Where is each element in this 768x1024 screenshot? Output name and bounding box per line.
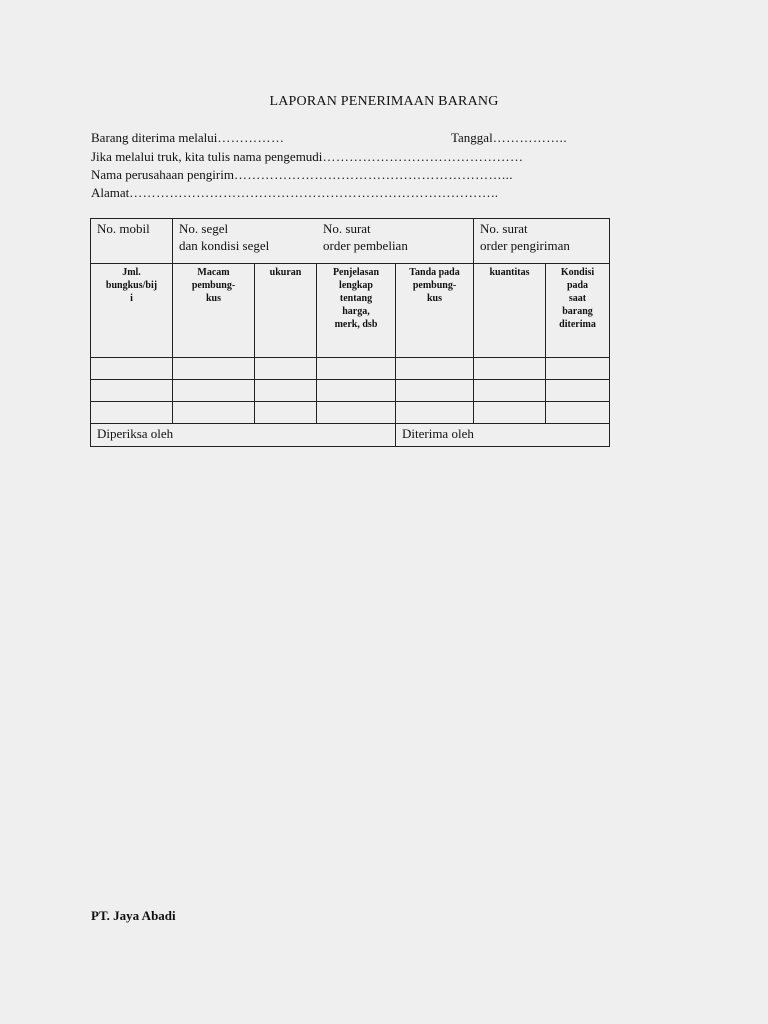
- date-label: Tanggal: [451, 130, 493, 145]
- address-line: [91, 185, 498, 201]
- header-macam-line-2: pembung-: [191, 280, 236, 291]
- header-kuantitas: kuantitas: [489, 267, 530, 278]
- top-row-divider-2: [473, 218, 474, 264]
- table-border-bottom: [90, 446, 610, 447]
- received-via-label: Barang diterima melalui: [91, 130, 218, 145]
- header-penjelasan: [317, 266, 395, 331]
- order-pembelian-cell: [323, 220, 408, 254]
- driver-label: Jika melalui truk, kita tulis nama pengemudi: [91, 149, 323, 164]
- table-divider-row1: [90, 379, 610, 380]
- header-ukuran: ukuran: [269, 267, 302, 278]
- header-kondisi-line-4: barang: [562, 306, 593, 317]
- header-penjelasan-line-4: harga,: [342, 306, 370, 317]
- header-kondisi-line-1: Kondisi: [560, 267, 595, 278]
- table-divider-header: [90, 357, 610, 358]
- header-penjelasan-line-1: Penjelasan: [332, 267, 380, 278]
- table-border-top: [90, 218, 610, 219]
- header-tanda-line-1: Tanda pada: [409, 267, 460, 278]
- header-jml: [91, 266, 172, 305]
- table-divider-top-row: [90, 263, 610, 264]
- no-mobil-cell: No. mobil: [97, 221, 150, 236]
- header-tanda-line-3: kus: [426, 293, 442, 304]
- address-dots: ………………………………………………………………………..: [129, 185, 499, 200]
- received-via-dots: ……………: [217, 130, 285, 145]
- sender-company-label: Nama perusahaan pengirim: [91, 167, 234, 182]
- diperiksa-oleh-cell: Diperiksa oleh: [97, 426, 174, 441]
- order-pembelian-line-2: order pembelian: [323, 238, 408, 253]
- header-kondisi-line-3: saat: [568, 293, 587, 304]
- driver-dots: ………………………………………: [322, 149, 524, 164]
- company-name: PT. Jaya Abadi: [91, 908, 176, 923]
- table-divider-row2: [90, 401, 610, 402]
- header-penjelasan-line-5: merk, dsb: [334, 319, 378, 330]
- header-penjelasan-line-3: tentang: [339, 293, 373, 304]
- col-divider-5: [473, 263, 474, 424]
- header-kondisi-line-2: pada: [566, 280, 589, 291]
- address-label: Alamat: [91, 185, 130, 200]
- sender-company-dots: ……………………………………………………...: [233, 167, 513, 182]
- header-kondisi-line-5: diterima: [559, 319, 596, 330]
- top-row-divider-1: [172, 218, 173, 264]
- header-penjelasan-line-2: lengkap: [339, 280, 373, 291]
- sender-company-line: [91, 167, 513, 183]
- header-tanda-line-2: pembung-: [412, 280, 457, 291]
- segel-cell: [179, 220, 269, 254]
- header-macam-line-1: Macam: [197, 267, 230, 278]
- header-tanda: [396, 266, 473, 305]
- header-macam: [173, 266, 254, 305]
- receipt-form-table: [90, 218, 610, 447]
- header-jml-line-1: Jml.: [122, 267, 141, 278]
- header-jml-line-3: i: [130, 293, 133, 304]
- date-dots: ……………..: [492, 130, 567, 145]
- order-pengiriman-line-2: order pengiriman: [480, 238, 570, 253]
- segel-line-1: No. segel: [179, 221, 229, 236]
- diterima-oleh-cell: Diterima oleh: [402, 426, 474, 441]
- table-border-left: [90, 218, 91, 447]
- order-pembelian-line-1: No. surat: [323, 221, 371, 236]
- date-line: [451, 130, 567, 146]
- driver-line: [91, 149, 523, 165]
- header-jml-line-2: bungkus/bij: [105, 280, 158, 291]
- table-divider-row3: [90, 423, 610, 424]
- header-macam-line-3: kus: [205, 293, 221, 304]
- order-pengiriman-cell: [480, 220, 570, 254]
- order-pengiriman-line-1: No. surat: [480, 221, 528, 236]
- received-via-line: [91, 130, 284, 146]
- segel-line-2: dan kondisi segel: [179, 238, 270, 253]
- table-border-right: [609, 218, 610, 447]
- header-kondisi: [546, 266, 609, 331]
- document-title: LAPORAN PENERIMAAN BARANG: [269, 94, 499, 109]
- col-divider-2: [254, 263, 255, 424]
